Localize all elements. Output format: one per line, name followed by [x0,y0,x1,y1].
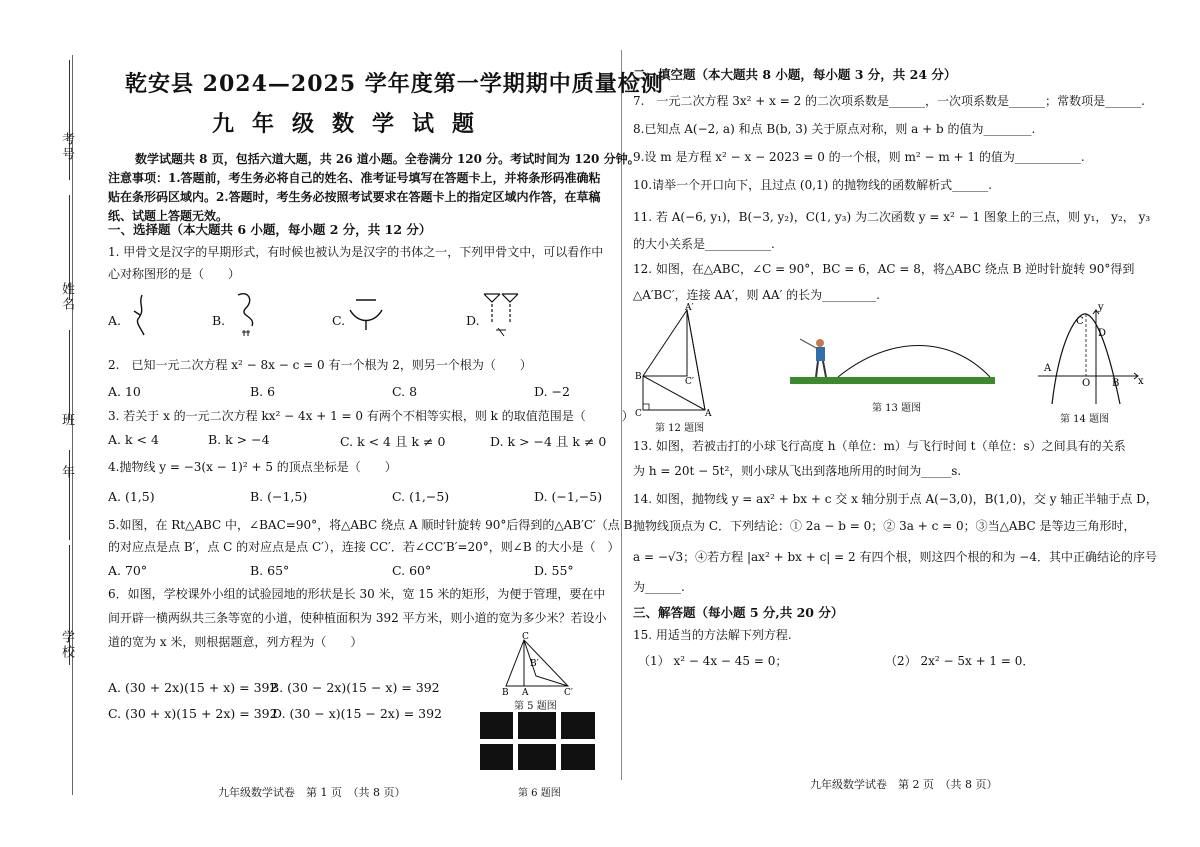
q1-option-c[interactable]: C. [332,313,346,328]
fig14-label-a: A [1044,363,1052,374]
fig5-label-c: C [522,632,529,642]
xuexiao-label: 学校 [59,630,74,660]
q4-option-a[interactable]: A. (1,5) [108,489,155,504]
q15-part-2: （2） 2x² − 5x + 1 = 0． [885,654,1035,668]
q6-line-2: 间开辟一横两纵共三条等宽的小道，使种植面积为 392 平方米，则小道的宽为多少米？若设小 [108,611,607,625]
fig14-label-c: C [1076,316,1084,327]
q1-option-a[interactable]: A. [108,313,122,328]
q5-option-b[interactable]: B. 65° [250,563,290,578]
q1-line-1: 1. 甲骨文是汉字的早期形式，有时候也被认为是汉字的书体之一，下列甲骨文中，可以看作中 [108,245,604,259]
kaohao-label: 考号 [59,132,74,162]
section-2-heading: 二、填空题（本大题共 8 小题，每小题 3 分，共 24 分） [633,67,957,82]
fig12-label-cp: C′ [685,377,694,387]
q2-text: 2. 已知一元二次方程 x² − 8x − c = 0 有一个根为 2，则另一个根为（ ） [108,358,532,372]
fig5-label-a: A [522,688,529,698]
xingming-label: 姓名 [59,282,74,312]
ban-field[interactable] [69,330,70,420]
q4-text: 4.抛物线 y = −3(x − 1)² + 5 的顶点坐标是（ ） [108,460,397,474]
figure-12 [635,304,715,419]
figure-14 [1038,302,1144,406]
fig14-label-d: D [1098,328,1107,339]
exam-subtitle: 九年级数学试题 [212,111,493,137]
q15-text: 15. 用适当的方法解下列方程. [633,628,792,642]
q2-option-d[interactable]: D. −2 [534,384,570,399]
oracle-glyph-b [228,290,268,340]
q6-line-3: 道的宽为 x 米，则根据题意，列方程为（ ） [108,635,363,649]
q9-text: 9.设 m 是方程 x² − x − 2023 = 0 的一个根，则 m² − m + 1 的值为___________. [633,150,1085,164]
q2-option-b[interactable]: B. 6 [250,384,276,399]
q13-line-2: 为 h = 20t − 5t²，则小球从飞出到落地所用的时间为_____s. [633,464,962,478]
q5-option-a[interactable]: A. 70° [108,563,148,578]
q14-line-2: 抛物线顶点为 C．下列结论：① 2a − b = 0；② 3a + c = 0；③当△ABC 是等边三角形时， [633,519,1136,533]
q2-option-a[interactable]: A. 10 [108,384,141,399]
q3-option-a[interactable]: A. k < 4 [108,432,159,447]
fig13-caption: 第 13 题图 [872,403,922,414]
q12-line-2: △A′BC′，连接 AA′，则 AA′ 的长为_________. [633,288,880,302]
fig12-label-ap: A′ [685,303,694,313]
q3-option-c[interactable]: C. k < 4 且 k ≠ 0 [340,434,446,449]
oracle-glyph-c [348,296,388,336]
figure-13 [790,335,995,395]
q6-option-a[interactable]: A. (30 + 2x)(15 + x) = 392 [108,680,278,695]
nian-field[interactable] [69,450,70,540]
figure-6 [480,712,595,770]
q8-text: 8.已知点 A(−2, a) 和点 B(b, 3) 关于原点对称，则 a + b 的值为________. [633,122,1036,136]
oracle-glyph-d [480,290,520,340]
notice-line-4: 纸、试题上答题无效。 [108,209,229,223]
q7-text: 7. 一元二次方程 3x² + x = 2 的二次项系数是______，一次项系数是______；常数项是______. [633,94,1145,108]
q5-line-2: 的对应点是点 B′，点 C 的对应点是点 C′），连接 CC′．若∠CC′B′=20°，则∠B 的大小是（ ） [108,540,620,554]
oracle-glyph-a [128,293,158,338]
fig12-caption: 第 12 题图 [655,423,705,434]
fig14-label-o: O [1082,378,1091,389]
section-3-heading: 三、解答题（每小题 5 分,共 20 分） [633,605,844,620]
exam-title: 乾安县 2024—2025 学年度第一学期期中质量检测 [125,71,664,97]
q6-option-d[interactable]: D. (30 − x)(15 − 2x) = 392 [272,706,443,721]
fig6-caption: 第 6 题图 [518,788,561,799]
footer-right: 九年级数学试卷 第 2 页 （共 8 页） [810,778,998,791]
nian-label: 年 [59,465,74,480]
fig5-caption: 第 5 题图 [514,701,557,712]
q13-line-1: 13. 如图，若被击打的小球飞行高度 h（单位：m）与飞行时间 t（单位：s）之间具有的关系 [633,439,1126,453]
q1-line-2: 心对称图形的是（ ） [108,267,241,281]
q2-option-c[interactable]: C. 8 [392,384,418,399]
q5-option-c[interactable]: C. 60° [392,563,432,578]
q11-line-2: 的大小关系是___________. [633,237,775,251]
fig5-label-cp: C′ [564,688,573,698]
fig14-label-y: y [1098,302,1104,313]
q6-option-b[interactable]: B. (30 − 2x)(15 − x) = 392 [270,680,440,695]
fig5-label-b: B [502,688,509,698]
q14-line-3: a = −√3；④若方程 |ax² + bx + c| = 2 有四个根，则这四个根的和为 −4．其中正确结论的序号 [633,550,1157,564]
fig14-label-b: B [1112,378,1120,389]
kaohao-field[interactable] [69,60,70,180]
q4-option-b[interactable]: B. (−1,5) [250,489,308,504]
ban-label: 班 [59,413,74,428]
q3-option-b[interactable]: B. k > −4 [208,432,270,447]
q11-line-1: 11. 若 A(−6, y₁)，B(−3, y₂)，C(1, y₃) 为二次函数 y = x² − 1 图象上的三点，则 y₁， y₂， y₃ [633,210,1151,224]
fig5-label-bp: B′ [530,659,539,669]
section-1-heading: 一、选择题（本大题共 6 小题，每小题 2 分，共 12 分） [108,222,432,237]
fig12-label-c: C [635,409,642,419]
q4-option-c[interactable]: C. (1,−5) [392,489,450,504]
q4-option-d[interactable]: D. (−1,−5) [534,489,603,504]
q5-option-d[interactable]: D. 55° [534,563,574,578]
q15-part-1: （1） x² − 4x − 45 = 0； [638,654,788,668]
q1-option-b[interactable]: B. [212,313,226,328]
q3-option-d[interactable]: D. k > −4 且 k ≠ 0 [490,434,607,449]
q10-text: 10.请举一个开口向下，且过点 (0,1) 的抛物线的函数解析式______. [633,178,992,192]
q5-line-1: 5.如图，在 Rt△ABC 中，∠BAC=90°，将△ABC 绕点 A 顺时针旋转 90°后得到的△AB′C′（点 B [108,518,633,532]
fig14-label-x: x [1138,376,1144,387]
footer-left: 九年级数学试卷 第 1 页 （共 8 页） [218,786,406,799]
notice-line-2: 注意事项：1.答题前，考生务必将自己的姓名、准考证号填写在答题卡上，并将条形码准确粘 [108,171,601,185]
q6-option-c[interactable]: C. (30 + x)(15 + 2x) = 392 [108,706,278,721]
q1-option-d[interactable]: D. [466,313,480,328]
fig12-label-a: A [705,409,712,419]
fig12-label-b: B [635,372,642,382]
fig14-caption: 第 14 题图 [1060,414,1110,425]
notice-line-3: 贴在条形码区域内。2.答题时，考生务必按照考试要求在答题卡上的指定区域内作答，在草稿 [108,190,601,204]
figure-5 [498,632,578,697]
q14-line-1: 14. 如图，抛物线 y = ax² + bx + c 交 x 轴分别于点 A(−3,0)，B(1,0)，交 y 轴正半轴于点 D， [633,492,1158,506]
q14-line-4: 为______. [633,580,685,594]
binding-strip [0,0,100,847]
q6-line-1: 6．如图，学校课外小组的试验园地的形状是长 30 米，宽 15 米的矩形，为便于管理，要在中 [108,587,606,601]
notice-line-1: 数学试题共 8 页，包括六道大题，共 26 道小题。全卷满分 120 分。考试时间为 120 分钟。 [135,152,640,166]
q3-text: 3. 若关于 x 的一元二次方程 kx² − 4x + 1 = 0 有两个不相等实根，则 k 的取值范围是（ ） [108,409,634,423]
q12-line-1: 12. 如图，在△ABC，∠C = 90°，BC = 6，AC = 8，将△ABC 绕点 B 逆时针旋转 90°得到 [633,262,1135,276]
